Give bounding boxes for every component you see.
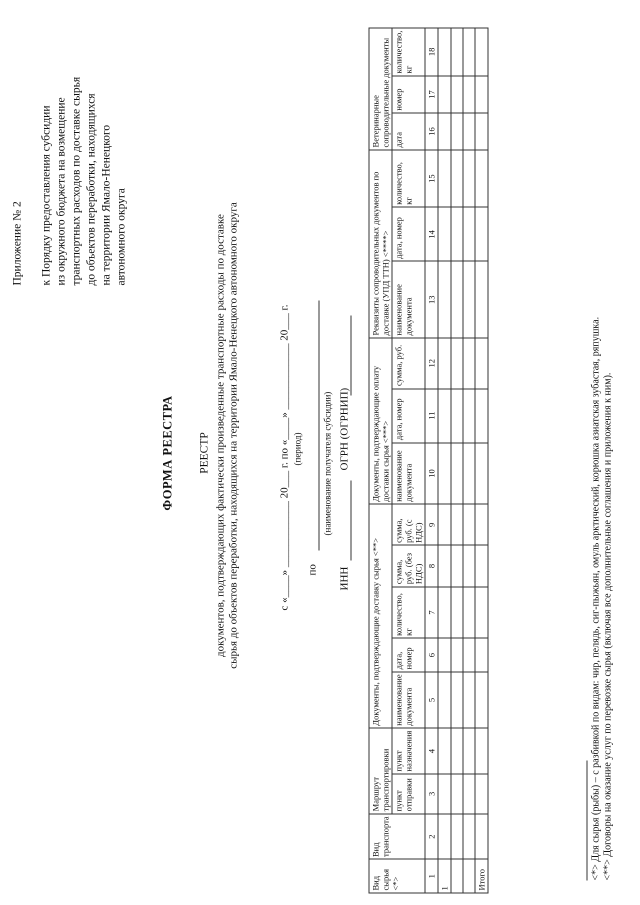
footnotes [590, 316, 614, 880]
period-line: с «____» ____________ 20___ г. по «____» ____________ 20___ г. [278, 303, 290, 610]
column-number: 17 [425, 75, 438, 112]
header-vet-date: дата [392, 113, 425, 150]
header-delivery-date: дата, номер [392, 638, 425, 672]
appendix-number: Приложение № 2 [11, 200, 23, 285]
column-number: 12 [425, 337, 438, 388]
header-accompany-qty: количество, кг [392, 149, 425, 206]
appendix-line: на территории Ямало-Ненецкого [100, 124, 112, 285]
reestr-subtitle: документов, подтверждающих фактически произведенные транспортные расходы по доставке сырья до объектов переработки, находящихся на территории Ямало-Ненецкого автономного округа [214, 201, 239, 669]
appendix-line: к Порядку предоставления субсидии [40, 105, 52, 285]
header-vet-qty: количество, кг [392, 28, 425, 76]
column-number: 18 [425, 28, 438, 76]
header-vet-number: номер [392, 75, 425, 112]
header-accompany-group: Реквизиты сопроводительных документов по доставке (УПД ТТН) <****> [369, 149, 392, 337]
column-number: 4 [425, 728, 438, 774]
column-number-row [425, 28, 438, 893]
column-number: 7 [425, 586, 438, 638]
footnote-1: <*> Для сырья (рыбы) – с разбивкой по видам: чир, пелядь, сиг-пыжьян, омуль арктический, корюшка азиатская зубастая, ряпушка. [590, 316, 601, 880]
header-payment-group: Документы, подтверждающие оплату доставки сырья <***> [369, 337, 392, 503]
column-number: 1 [425, 859, 438, 893]
column-number: 14 [425, 207, 438, 261]
header-payment-date: дата, номер [392, 388, 425, 442]
header-payment-name: наименование документа [392, 442, 425, 504]
register-table [368, 27, 488, 893]
appendix-line: до объектов переработки, находящихся [85, 92, 97, 285]
header-vet-group: Ветеринарные сопроводительные документы [369, 28, 392, 150]
form-title: ФОРМА РЕЕСТРА [160, 394, 174, 511]
ogrn-label: ОГРН (ОГРНИП) [338, 387, 350, 470]
total-label: Итого [475, 859, 488, 893]
footnote-2: <**> Договоры на оказание услуг по перевозке сырья (включая все дополнительные соглашения и приложения к ним). [602, 372, 613, 880]
header-route-group: Маршрут транспортировки [369, 728, 392, 814]
column-number: 11 [425, 388, 438, 442]
column-number: 13 [425, 261, 438, 338]
appendix-block [10, 5, 129, 285]
header-row-sub [392, 28, 425, 893]
table-row [451, 28, 463, 893]
inn-label: ИНН [338, 566, 350, 590]
appendix-line: автономного округа [115, 187, 127, 285]
header-delivery-name: наименование документа [392, 671, 425, 727]
header-delivery-sum-incl: сумма, руб. (с НДС) [392, 504, 425, 545]
column-number: 16 [425, 113, 438, 150]
column-number: 15 [425, 149, 438, 206]
table-row [463, 28, 475, 893]
footnote-divider [586, 760, 587, 880]
row-number: 1 [438, 859, 451, 893]
recipient-caption: (наименование получателя субсидии) [322, 391, 332, 535]
header-raw-type: Вид сырья <*> [369, 859, 425, 893]
recipient-prefix: по [306, 563, 318, 575]
column-number: 3 [425, 773, 438, 813]
column-number: 8 [425, 545, 438, 586]
header-payment-sum: сумма, руб. [392, 337, 425, 388]
column-number: 6 [425, 638, 438, 672]
column-number: 5 [425, 671, 438, 727]
recipient-underline [318, 300, 319, 550]
ogrn-underline [350, 315, 351, 395]
appendix-line: транспортных расходов по доставке сырья [70, 76, 82, 285]
period-caption: (период) [292, 432, 302, 465]
table-row [438, 28, 451, 893]
column-number: 10 [425, 442, 438, 504]
total-row [475, 28, 488, 893]
appendix-line: из окружного бюджета на возмещение [55, 96, 67, 285]
header-delivery-group: Документы, подтверждающие доставку сырья <**> [369, 504, 392, 728]
inn-underline [350, 480, 351, 560]
header-delivery-sum-excl: сумма, руб. (без НДС) [392, 545, 425, 586]
reestr-heading: РЕЕСТР [198, 431, 210, 474]
header-transport-type: Вид транспорта [369, 813, 425, 859]
header-delivery-qty: количество, кг [392, 586, 425, 638]
header-accompany-date: дата, номер [392, 207, 425, 261]
header-route-to: пункт назначения [392, 728, 425, 774]
header-row-groups [369, 28, 392, 893]
header-route-from: пункт отправки [392, 773, 425, 813]
header-accompany-name: наименование документа [392, 261, 425, 338]
column-number: 2 [425, 813, 438, 859]
column-number: 9 [425, 504, 438, 545]
